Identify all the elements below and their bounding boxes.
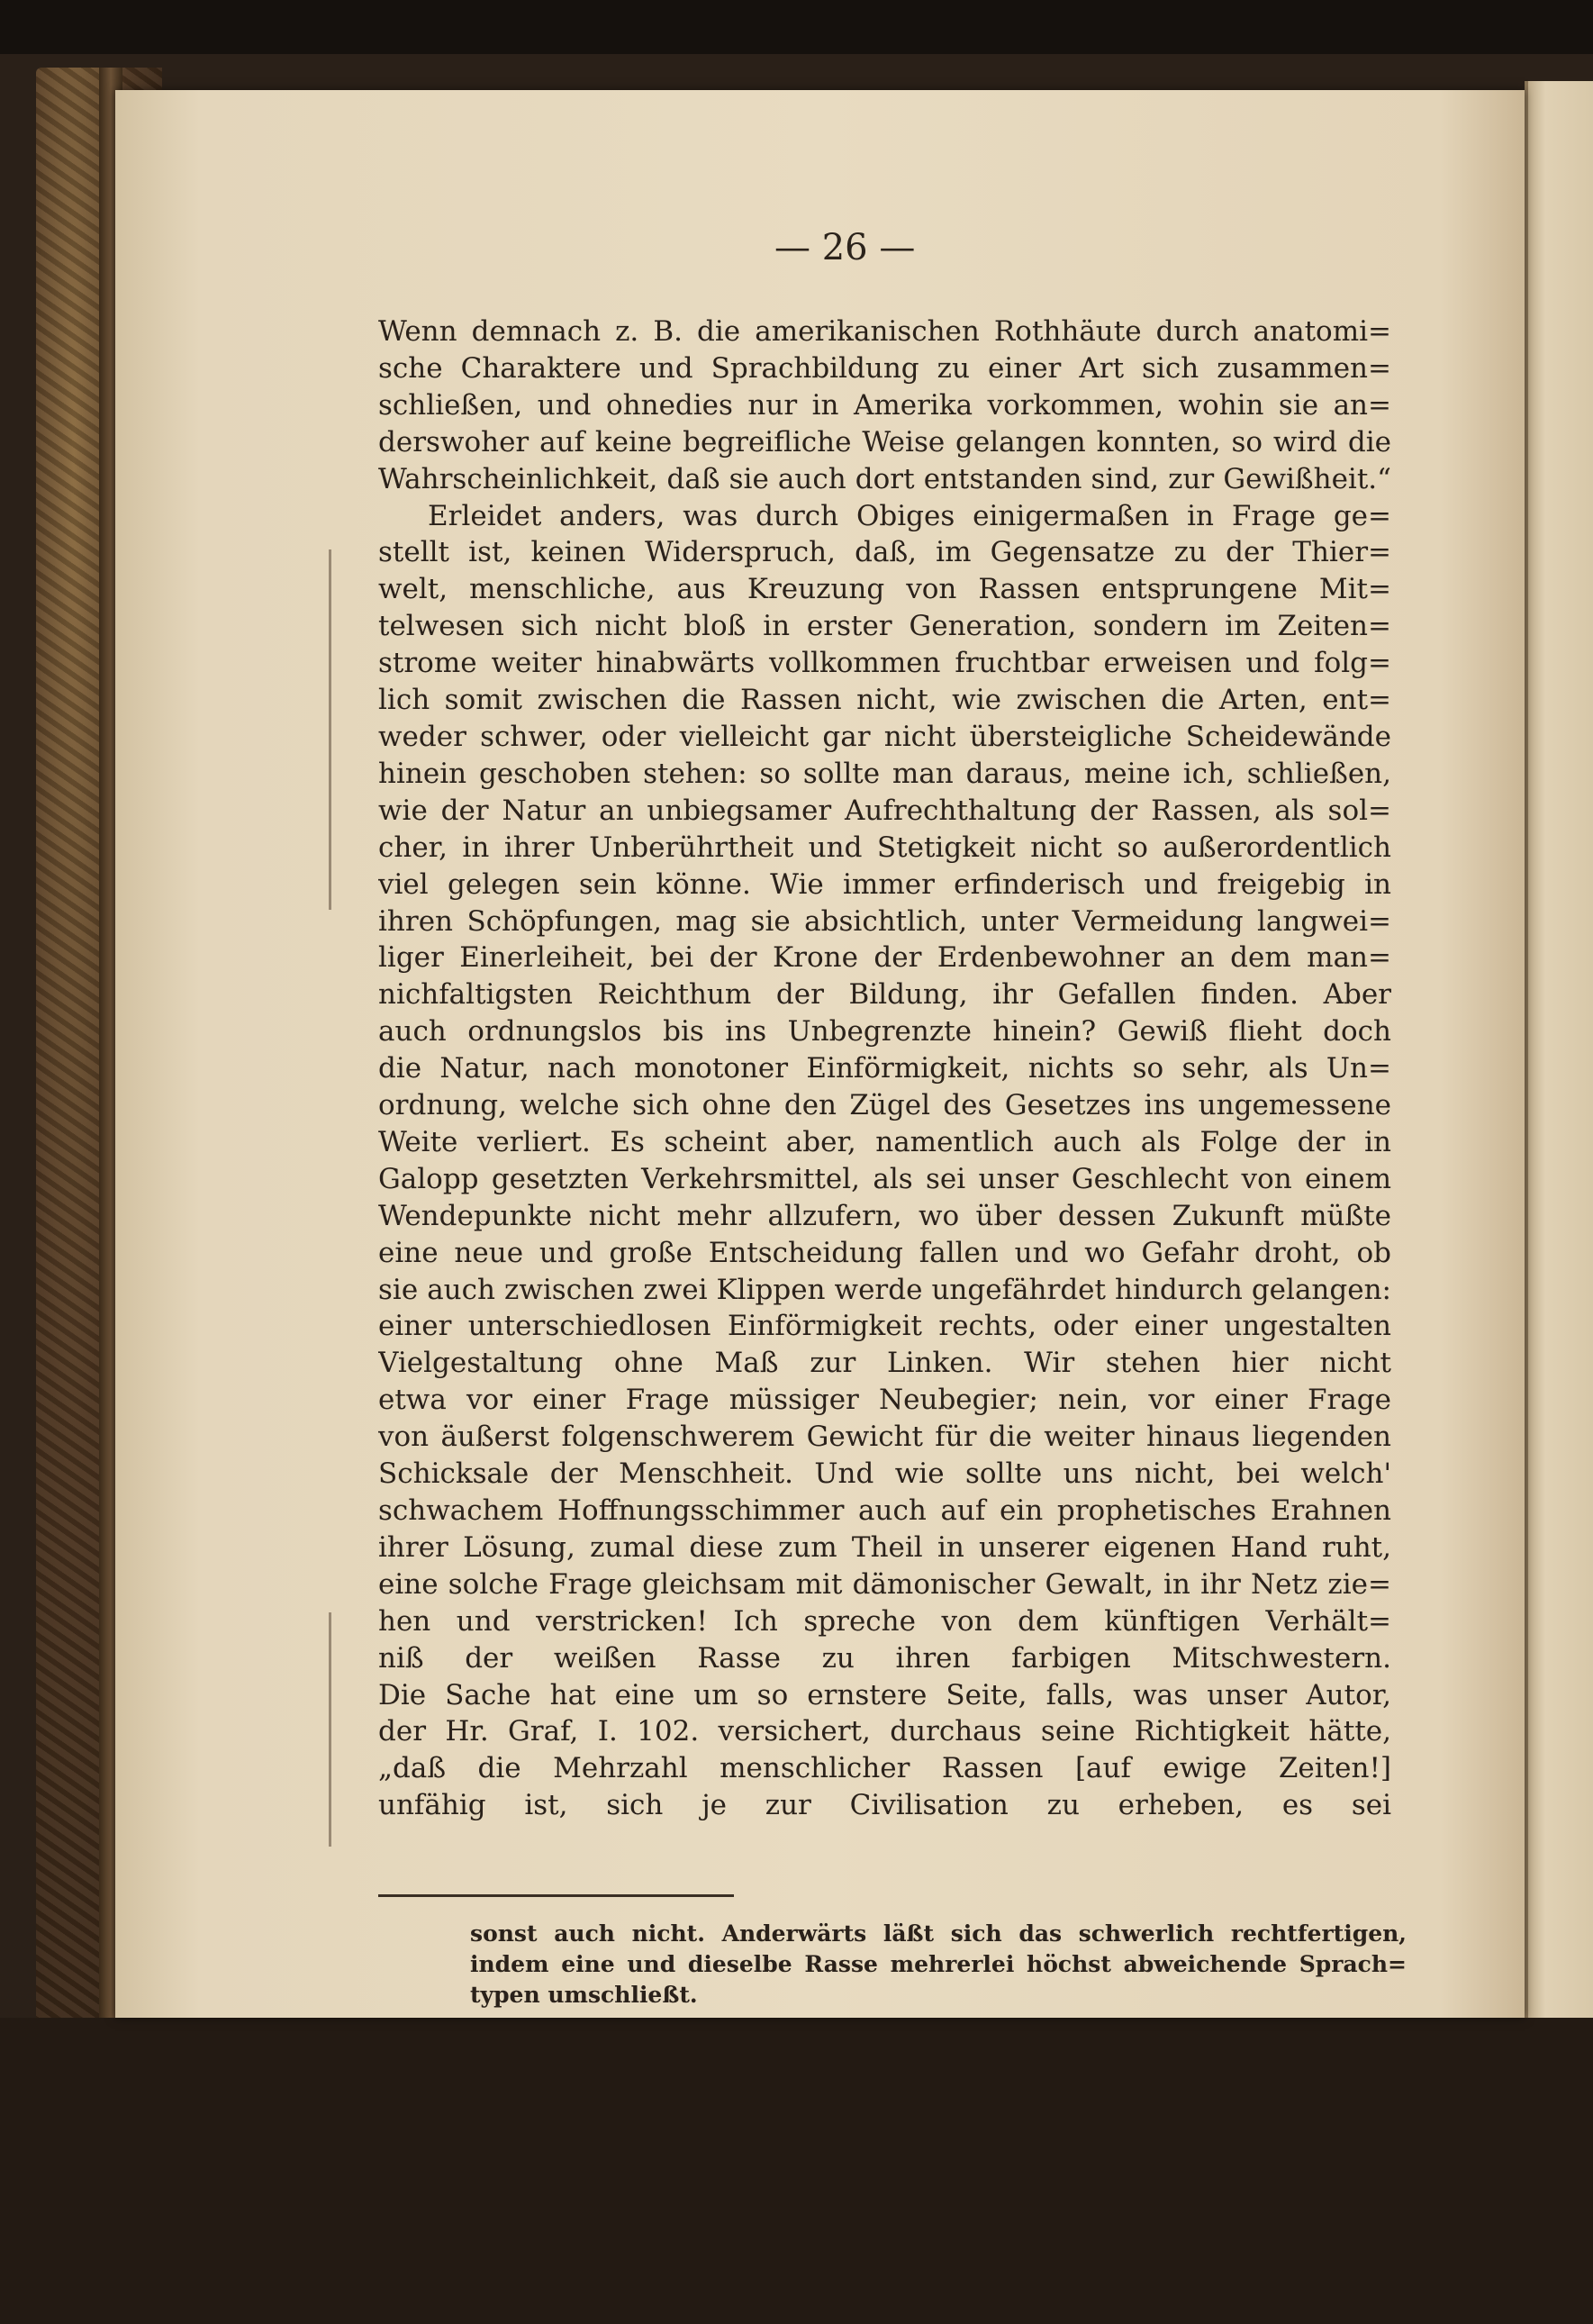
background-top — [0, 0, 1593, 54]
text-line: weder schwer, oder vielleicht gar nicht übersteigliche Scheidewände — [378, 720, 1391, 753]
text-line: auch ordnungslos bis ins Unbegrenzte hinein? Gewiß flieht doch — [378, 1015, 1391, 1049]
text-line: ihren Schöpfungen, mag sie absichtlich, unter Vermeidung langwei= — [378, 904, 1391, 938]
footnote-rule — [378, 1894, 734, 1897]
text-line: stellt ist, keinen Widerspruch, daß, im Gegensatze zu der Thier= — [378, 536, 1391, 569]
body-text — [378, 313, 1391, 1824]
footnote — [470, 1919, 1407, 2011]
text-line: ihrer Lösung, zumal diese zum Theil in unserer eigenen Hand ruht, — [378, 1530, 1391, 1564]
margin-pencil-mark — [329, 1612, 331, 1847]
text-line: Wahrscheinlichkeit, daß sie auch dort entstanden sind, zur Gewißheit.“ — [378, 462, 1391, 495]
text-line: eine solche Frage gleichsam mit dämonischer Gewalt, in ihr Netz zie= — [378, 1567, 1391, 1601]
text-line: unfähig ist, sich je zur Civilisation zu erheben, es sei — [378, 1789, 1391, 1822]
text-line: cher, in ihrer Unberührtheit und Stetigkeit nicht so außerordentlich — [378, 831, 1391, 864]
text-line: viel gelegen sein könne. Wie immer erfinderisch und freigebig in — [378, 867, 1391, 901]
footnote-line: indem eine und dieselbe Rasse mehrerlei höchst abweichende Sprach= — [470, 1951, 1407, 1977]
text-line: etwa vor einer Frage müssiger Neubegier; nein, vor einer Frage — [378, 1384, 1391, 1417]
text-line: wie der Natur an unbiegsamer Aufrechthaltung der Rassen, als sol= — [378, 794, 1391, 827]
text-line: Erleidet anders, was durch Obiges einigermaßen in Frage ge= — [428, 499, 1391, 532]
text-line: sche Charaktere und Sprachbildung zu einer Art sich zusammen= — [378, 351, 1391, 385]
text-line: die Natur, nach monotoner Einförmigkeit, nichts so sehr, als Un= — [378, 1052, 1391, 1085]
text-line: Vielgestaltung ohne Maß zur Linken. Wir stehen hier nicht — [378, 1347, 1391, 1380]
margin-pencil-mark — [329, 549, 331, 910]
text-line: Schicksale der Menschheit. Und wie sollte uns nicht, bei welch' — [378, 1457, 1391, 1491]
text-line: hinein geschoben stehen: so sollte man daraus, meine ich, schließen, — [378, 757, 1391, 790]
text-line: Galopp gesetzten Verkehrsmittel, als sei unser Geschlecht von einem — [378, 1162, 1391, 1195]
text-line: schwachem Hoffnungsschimmer auch auf ein prophetisches Erahnen — [378, 1494, 1391, 1527]
text-line: Die Sache hat eine um so ernstere Seite, falls, was unser Autor, — [378, 1678, 1391, 1711]
text-line: derswoher auf keine begreifliche Weise gelangen konnten, so wird die — [378, 425, 1391, 458]
footnote-line: sonst auch nicht. Anderwärts läßt sich das schwerlich rechtfertigen, — [470, 1920, 1407, 1947]
text-line: Wendepunkte nicht mehr allzufern, wo über dessen Zukunft müßte — [378, 1199, 1391, 1232]
text-line: der Hr. Graf, I. 102. versichert, durchaus seine Richtigkeit hätte, — [378, 1715, 1391, 1748]
text-line: von äußerst folgenschwerem Gewicht für die weiter hinaus liegenden — [378, 1421, 1391, 1454]
footnote-line: typen umschließt. — [470, 1982, 698, 2008]
page-number: — 26 — — [774, 227, 916, 268]
text-line: nichfaltigsten Reichthum der Bildung, ihr Gefallen finden. Aber — [378, 978, 1391, 1012]
text-line: strome weiter hinabwärts vollkommen fruchtbar erweisen und folg= — [378, 647, 1391, 680]
text-line: schließen, und ohnedies nur in Amerika vorkommen, wohin sie an= — [378, 388, 1391, 422]
text-line: einer unterschiedlosen Einförmigkeit rechts, oder einer ungestalten — [378, 1310, 1391, 1343]
text-line: hen und verstricken! Ich spreche von dem künftigen Verhält= — [378, 1604, 1391, 1638]
text-line: Wenn demnach z. B. die amerikanischen Rothhäute durch anatomi= — [378, 315, 1391, 348]
facing-page-edge — [1525, 81, 1593, 2027]
text-line: eine neue und große Entscheidung fallen und wo Gefahr droht, ob — [378, 1236, 1391, 1269]
text-line: liger Einerleiheit, bei der Krone der Erdenbewohner an dem man= — [378, 941, 1391, 975]
text-line: niß der weißen Rasse zu ihren farbigen Mitschwestern. — [378, 1641, 1391, 1675]
text-line: welt, menschliche, aus Kreuzung von Rassen entsprungene Mit= — [378, 573, 1391, 606]
background-bottom — [0, 2018, 1593, 2324]
text-line: lich somit zwischen die Rassen nicht, wie zwischen die Arten, ent= — [378, 684, 1391, 717]
text-line: ordnung, welche sich ohne den Zügel des Gesetzes ins ungemessene — [378, 1089, 1391, 1122]
text-line: Weite verliert. Es scheint aber, namentlich auch als Folge der in — [378, 1125, 1391, 1158]
text-line: sie auch zwischen zwei Klippen werde ungefährdet hindurch gelangen: — [378, 1273, 1391, 1306]
text-line: „daß die Mehrzahl menschlicher Rassen [auf ewige Zeiten!] — [378, 1752, 1391, 1785]
text-line: telwesen sich nicht bloß in erster Generation, sondern im Zeiten= — [378, 610, 1391, 643]
